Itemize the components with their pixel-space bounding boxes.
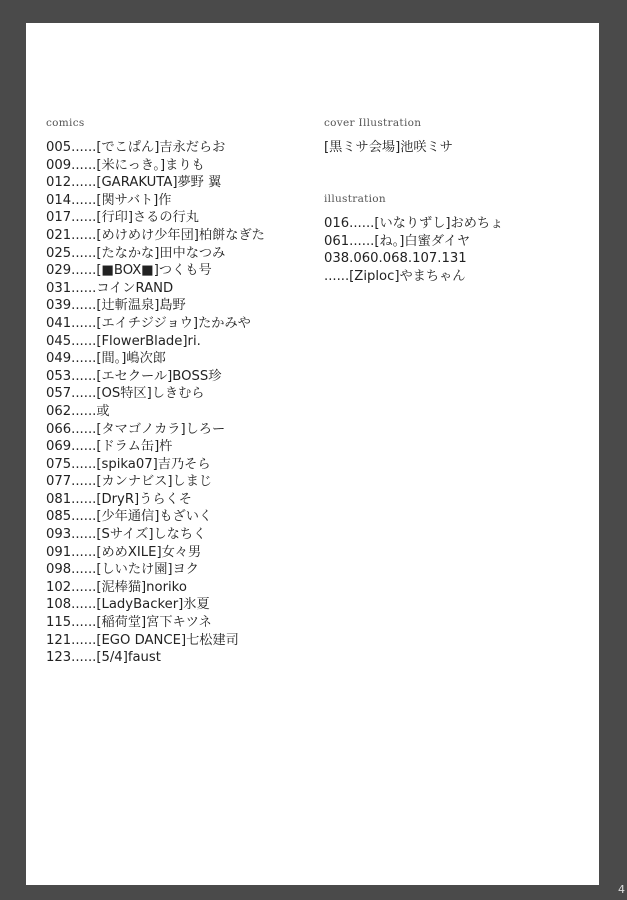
list-item: 009......[米にっき。]まりも <box>46 157 205 173</box>
list-item: 031......コインRAND <box>46 280 174 296</box>
list-item: 029......[■BOX■]つくも号 <box>46 263 212 279</box>
list-item: 016......[いなりずし]おめちょ <box>324 216 504 231</box>
list-item: 017......[行印]さるの行丸 <box>46 210 199 226</box>
document-page <box>26 23 599 885</box>
cover-credit-list <box>324 139 453 157</box>
list-item: 093......[Sサイズ]しなちく <box>46 527 207 543</box>
list-item: 038.060.068.107.131 <box>324 251 467 267</box>
list-item: 066......[タマゴノカラ]しろー <box>46 421 226 437</box>
list-item: 053......[エセクール]BOSS珍 <box>46 368 222 384</box>
list-item: 121......[EGO DANCE]七松建司 <box>46 632 239 648</box>
list-item: 081......[DryR]うらくそ <box>46 491 192 507</box>
list-item: 049......[間。]嶋次郎 <box>46 351 166 367</box>
list-item: 014......[関サバト]作 <box>46 192 172 208</box>
list-item: 039......[辻斬温泉]島野 <box>46 298 186 314</box>
list-item: 077......[カンナビス]しまじ <box>46 474 213 490</box>
list-item: 045......[FlowerBlade]ri. <box>46 333 201 349</box>
list-item: 012......[GARAKUTA]夢野 翼 <box>46 175 222 191</box>
comics-list <box>46 139 265 667</box>
list-item: 085......[少年通信]もざいく <box>46 509 213 525</box>
illustration-list <box>324 215 503 285</box>
list-item: 115......[稲荷堂]宮下キツネ <box>46 615 212 631</box>
list-item: 102......[泥棒猫]noriko <box>46 579 187 595</box>
list-item: 005......[でこぱん]吉永だらお <box>46 140 226 155</box>
list-item: 098......[しいたけ園]ヨク <box>46 562 199 578</box>
list-item: ......[Ziploc]やまちゃん <box>324 268 466 284</box>
comics-heading: comics <box>46 117 85 129</box>
list-item: 057......[OS特区]しきむら <box>46 386 205 402</box>
list-item: 025......[たなかな]田中なつみ <box>46 245 226 261</box>
list-item: 041......[エイチジジョウ]たかみや <box>46 315 251 331</box>
cover-credit: [黒ミサ会場]池咲ミサ <box>324 140 453 155</box>
list-item: 108......[LadyBacker]氷夏 <box>46 597 210 613</box>
page-number: 4 <box>618 883 625 896</box>
list-item: 069......[ドラム缶]杵 <box>46 439 173 455</box>
list-item: 075......[spika07]吉乃そら <box>46 456 211 472</box>
list-item: 062......或 <box>46 403 110 419</box>
illustration-heading: illustration <box>324 193 386 205</box>
list-item: 123......[5/4]faust <box>46 650 161 666</box>
list-item: 021......[めけめけ少年団]柏餅なぎた <box>46 227 265 243</box>
list-item: 061......[ね。]白蜜ダイヤ <box>324 233 471 249</box>
cover-illustration-heading: cover Illustration <box>324 117 422 129</box>
list-item: 091......[めめXILE]女々男 <box>46 544 202 560</box>
